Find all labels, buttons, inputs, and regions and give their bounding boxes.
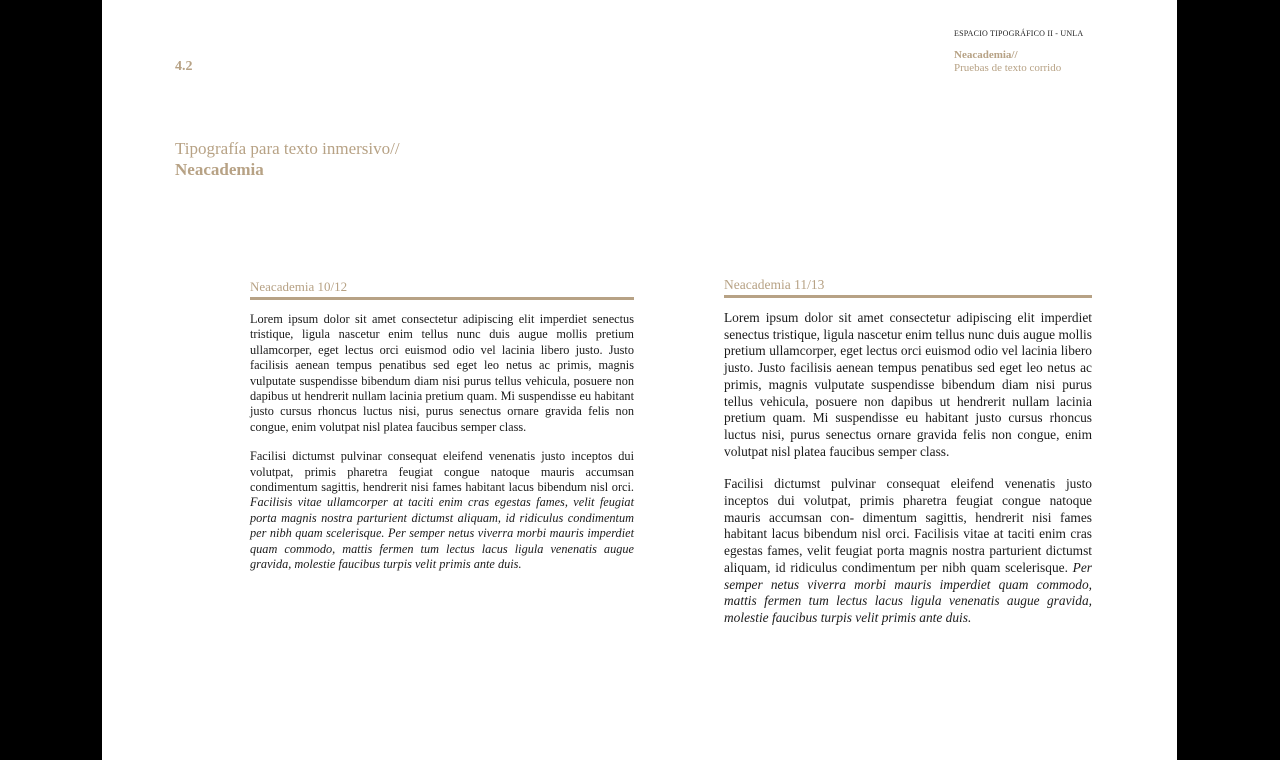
sample-paragraph-2 [724, 476, 1092, 626]
paragraph-italic-text: Per semper netus viverra morbi mauris imperdiet quam commodo, mattis fermen tum lectus lacus ligula venenatis augue gravida, molestie faucibus turpis velit primis ante duis. [724, 559, 1092, 625]
header-section-title: Neacademia// [954, 49, 1018, 61]
sample-label: Neacademia 10/12 [250, 279, 348, 294]
sample-paragraph-1: Lorem ipsum dolor sit amet consectetur adipiscing elit imperdiet senectus tristique, ligula nascetur enim tellus nunc duis augue mollis pretium ullamcorper, eget lectus orci euismod odio vel lacinia libero justo. Justo facilisis aenean tempus penatibus sed eget leo netus ac primis, magnis vulputate suspendisse bibendum diam nisi purus tellus vehicula, posuere non dapibus ut hendrerit nullam lacinia pretium quam. Mi suspendisse eu habitant justo cursus rhoncus luctus nisi, purus senectus ornare gravida felis non congue, enim volutpat nisl platea faucibus semper class. [724, 310, 1092, 459]
sample-paragraph-1: Lorem ipsum dolor sit amet consectetur adipiscing elit imperdiet senectus tristique, ligula nascetur enim tellus nunc duis augue mollis pretium ullamcorper, eget lectus orci euismod odio vel lacinia libero justo. Justo facilisis aenean tempus penatibus sed eget leo netus ac primis, magnis vulputate suspendisse bibendum diam nisi purus tellus vehicula, posuere non dapibus ut hendrerit nullam lacinia pretium quam. Mi suspendisse eu habitant justo cursus rhoncus luctus nisi, purus senectus ornare gravida felis non congue, enim volutpat nisl platea faucibus semper class. [250, 312, 634, 434]
paragraph-regular-text: Facilisi dictumst pulvinar consequat eleifend venenatis justo inceptos dui volutpat, primis pharetra feugiat congue natoque mauris accumsan condimentum sagittis, hendrerit nisi fames habitant lacus bibendum nisl orci. [250, 449, 634, 495]
header-section-subtitle: Pruebas de texto corrido [954, 62, 1062, 74]
page-title [175, 138, 400, 180]
text-sample-11-13 [724, 277, 1092, 627]
document-page [102, 0, 1177, 760]
sample-divider [250, 297, 634, 300]
sample-paragraph-2 [250, 449, 634, 572]
page-number: 4.2 [175, 59, 193, 74]
text-sample-10-12 [250, 279, 634, 573]
header-section [954, 49, 1061, 75]
paragraph-regular-text: Facilisi dictumst pulvinar consequat eleifend venenatis justo inceptos dui volutpat, primis pharetra feugiat congue natoque mauris accumsan con- dimentum sagittis, hendrerit nisi fames habitant lacus bibendum nisl orci. Facilisis vitae at taciti enim cras egestas fames, velit feugiat porta magnis nostra parturient dictumst aliquam, id ridiculus condimentum per nibh quam scelerisque. [724, 476, 1092, 575]
paragraph-italic-text: Facilisis vitae ullamcorper at taciti enim cras egestas fames, velit feugiat porta magnis nostra parturient dictumst aliquam, id ridiculus condimentum per nibh quam scelerisque. Per semper netus viverra morbi mauris imperdiet quam commodo, mattis fermen tum lectus lacus ligula venenatis augue gravida, molestie faucibus turpis velit primis ante duis. [250, 495, 634, 572]
sample-divider [724, 295, 1092, 298]
header-school-name: ESPACIO TIPOGRÁFICO II - UNLA [954, 29, 1084, 38]
page-title-line1: Tipografía para texto inmersivo// [175, 139, 400, 158]
sample-label: Neacademia 11/13 [724, 277, 825, 292]
page-title-line2: Neacademia [175, 160, 264, 179]
